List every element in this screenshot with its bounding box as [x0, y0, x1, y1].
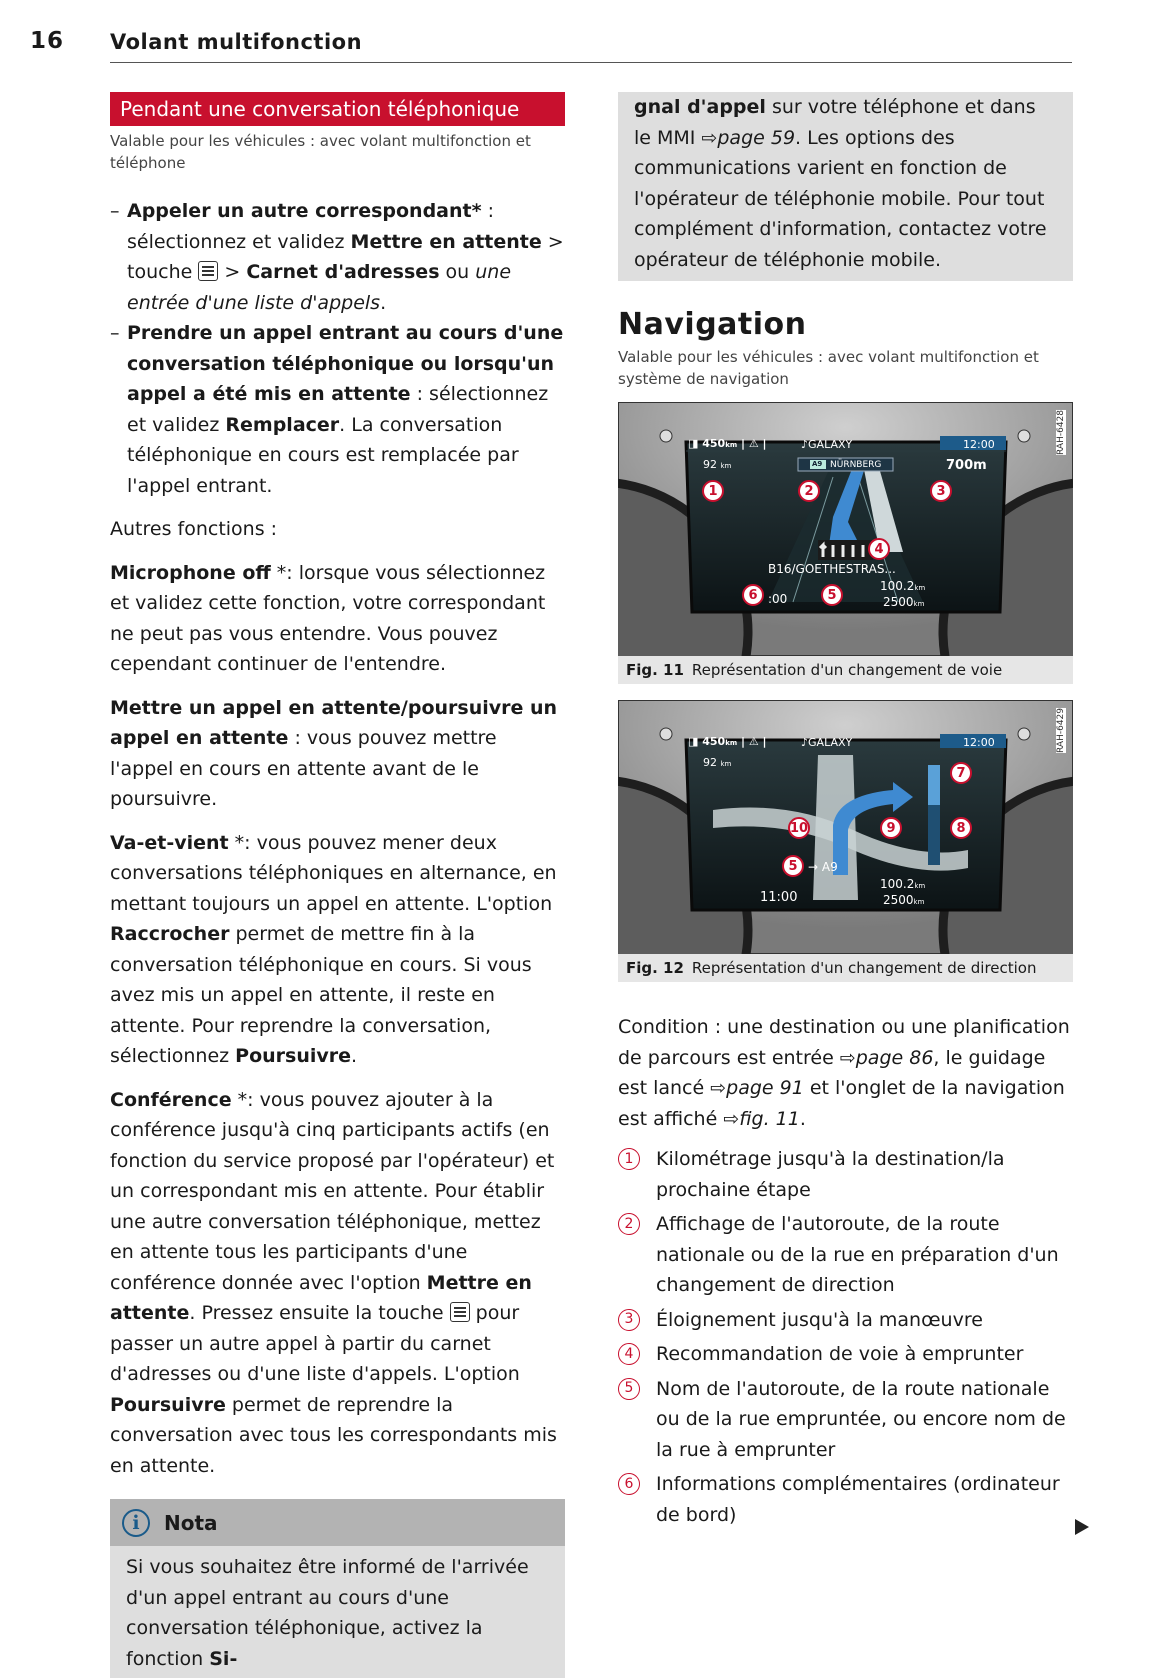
figure-11-caption: [618, 656, 1073, 684]
legend-text: Informations complémentaires (ordinateur de bord): [656, 1473, 1060, 1526]
text: sur votre téléphone et dans le MMI: [634, 96, 1036, 149]
callout-7: 7: [950, 762, 972, 784]
bold-term: Va-et-vient: [110, 831, 229, 854]
paragraph-microphone: [110, 558, 565, 680]
figure-label: Fig. 12: [626, 959, 684, 977]
legend-item: [618, 1144, 1073, 1205]
text: : sélectionnez et validez: [127, 200, 494, 253]
maneuver-distance: 700m: [946, 458, 987, 473]
bold-term: gnal d'appel: [634, 96, 766, 118]
validity-note: Valable pour les véhicules : avec volant multifonction et téléphone: [110, 132, 531, 172]
nota-title: Nota: [164, 1510, 218, 1535]
legend-item: [618, 1305, 1073, 1336]
navigation-heading: Navigation: [618, 307, 807, 342]
bold-term: Appeler un autre correspondant*: [127, 200, 482, 222]
legend-text: Nom de l'autoroute, de la route nationale ou de la rue empruntée, ou encore nom de la rue à emprunter: [656, 1377, 1066, 1461]
unit: km: [720, 462, 732, 470]
callout-5: 5: [821, 584, 843, 606]
figure-label: Fig. 11: [626, 661, 684, 679]
nota-body: [110, 1546, 565, 1678]
bold-term: Si-: [209, 1647, 238, 1670]
text: *: lorsque vous sélectionnez et validez cette fonction, votre correspondant ne peut pas vous entendre. Vous pouvez cependant continuer de l'entendre.: [110, 561, 546, 675]
bold-term: Microphone off: [110, 561, 271, 584]
text: ou: [439, 261, 476, 283]
legend-item: [618, 1469, 1073, 1530]
text: *: vous pouvez mener deux conversations téléphoniques en alternance, en mettant toujours un appel en attente. L'option: [110, 831, 557, 915]
text: . Les options des communications varient en fonction de l'opérateur de téléphonie mobile. Pour tout complément d'information, contactez votre opérateur de téléphonie mobile.: [634, 126, 1047, 271]
dest-value: 92: [703, 458, 717, 471]
odometer-trip: [880, 877, 925, 891]
unit: km: [720, 760, 732, 768]
arrow-icon: ⇨: [701, 126, 718, 149]
callout-number: 3: [618, 1309, 640, 1331]
info-icon: i: [122, 1509, 150, 1537]
right-column: [618, 92, 1073, 1534]
radio-station: ♪GALAXY: [801, 438, 853, 451]
left-column: [110, 92, 565, 1678]
callout-6: 6: [742, 584, 764, 606]
text: . La conversation téléphonique en cours est remplacée par l'appel entrant.: [127, 413, 519, 497]
unit: km: [913, 898, 925, 906]
figure-code: RAH-6429: [1056, 708, 1066, 753]
legend-text: Kilométrage jusqu'à la destination/la prochaine étape: [656, 1148, 1005, 1201]
nota-continuation: [618, 92, 1073, 281]
text: . Pressez ensuite la touche: [189, 1302, 450, 1324]
station-name: GALAXY: [808, 736, 853, 749]
italic-term: une entrée d'une liste d'appels: [127, 261, 512, 314]
range-readout: ◨ 450km | ⚠ |: [688, 735, 767, 748]
text: .: [351, 1045, 358, 1067]
road-name: NÜRNBERG: [830, 460, 882, 470]
text: .: [380, 291, 387, 314]
text: permet de mettre fin à la conversation téléphonique en cours. Si vous avez mis un appel en attente, il reste en attente. Pour reprendre la conversation, sélectionnez: [110, 923, 532, 1067]
radio-station: ♪GALAXY: [801, 736, 853, 749]
figure-12: [618, 700, 1073, 954]
running-title: Volant multifonction: [110, 30, 363, 54]
text: , le guidage est lancé: [618, 1046, 1046, 1099]
total-value: 2500: [883, 595, 914, 609]
text: et l'onglet de la navigation est affiché: [618, 1077, 1065, 1130]
time: 11:00: [760, 890, 798, 905]
callout-2: 2: [798, 480, 820, 502]
figure-code: RAH-6428: [1056, 410, 1066, 455]
callout-9: 9: [880, 817, 902, 839]
arrow-icon: ⇨: [710, 1077, 727, 1099]
callout-number: 5: [618, 1378, 640, 1400]
legend-item: [618, 1339, 1073, 1370]
bold-term: Mettre en attente: [110, 1271, 532, 1324]
paragraph-va-et-vient: [110, 828, 565, 1072]
dest-value: 92: [703, 756, 717, 769]
station-name: GALAXY: [808, 438, 853, 451]
unit: km: [914, 584, 926, 592]
dash: –: [110, 322, 120, 344]
nota-header: [110, 1499, 565, 1546]
total-value: 2500: [883, 893, 914, 907]
unit: km: [725, 739, 738, 747]
odometer-trip: [880, 579, 925, 593]
bold-term: Prendre un appel entrant au cours d'une conversation téléphonique ou lorsqu'un appel a été mis en attente: [127, 322, 564, 405]
trip-value: 100.2: [880, 877, 915, 891]
list-item: [110, 196, 565, 318]
page-reference[interactable]: page 59: [717, 126, 796, 149]
callout-3: 3: [930, 480, 952, 502]
bold-term: Poursuivre: [235, 1045, 352, 1067]
callout-1: 1: [702, 480, 724, 502]
bold-term: Remplacer: [225, 413, 340, 436]
header-rule: [110, 62, 1072, 63]
legend-text: Éloignement jusqu'à la manœuvre: [656, 1308, 983, 1331]
paragraph-attente: [110, 693, 565, 815]
callout-8: 8: [950, 817, 972, 839]
text: Condition : une destination ou une planification de parcours est entrée: [618, 1016, 1070, 1069]
bold-term: Mettre un appel en attente/poursuivre un appel en attente: [110, 696, 558, 749]
bold-term: Poursuivre: [110, 1393, 226, 1416]
figure-11: [618, 402, 1073, 656]
text: > touche: [127, 230, 564, 283]
clock: 12:00: [963, 438, 995, 451]
road-name: → A9: [808, 860, 838, 874]
callout-number: 4: [618, 1343, 640, 1365]
text: *: vous pouvez ajouter à la conférence jusqu'à cinq participants actifs (en fonction du service proposé par l'opérateur) et un correspondant mis en attente. Pour établir une autre conversation téléphonique, mettez en attente tous les participants d'une conférence donnée avec l'option: [110, 1088, 555, 1294]
validity-note: Valable pour les véhicules : avec volant multifonction et système de navigation: [618, 348, 1039, 388]
text: : sélectionnez et validez: [127, 383, 549, 436]
odometer-total: [883, 893, 924, 907]
arrow-icon: ⇨: [839, 1046, 856, 1069]
callout-5: 5: [782, 855, 804, 877]
range-value: 450: [702, 437, 726, 450]
paragraph-conference: [110, 1085, 565, 1482]
next-page-arrow-icon[interactable]: [1075, 1519, 1089, 1535]
range-readout: ◨ 450km | ⚠ |: [688, 437, 767, 450]
callout-number: 1: [618, 1148, 640, 1170]
figure-12-caption: [618, 954, 1073, 982]
clock: 12:00: [963, 736, 995, 749]
text: : vous pouvez mettre l'appel en cours en attente avant de le poursuivre.: [110, 727, 497, 810]
section-title: Pendant une conversation téléphonique: [110, 92, 565, 126]
text: .: [799, 1107, 806, 1130]
page-reference[interactable]: page 86: [855, 1046, 934, 1069]
dash: –: [110, 200, 120, 222]
callout-10: 10: [788, 817, 810, 839]
trip-value: 100.2: [880, 579, 915, 593]
road-badge: A9: [812, 460, 823, 468]
bold-term: Raccrocher: [110, 923, 230, 945]
callout-number: 6: [618, 1473, 640, 1495]
page-reference[interactable]: page 91: [726, 1077, 804, 1099]
bold-term: Mettre en attente: [350, 230, 542, 253]
legend-text: Recommandation de voie à emprunter: [656, 1343, 1024, 1365]
callout-4: 4: [868, 538, 890, 560]
text: permet de reprendre la conversation avec tous les correspondants mis en attente.: [110, 1393, 557, 1477]
range-value: 450: [702, 735, 726, 748]
paragraph-condition: [618, 1012, 1073, 1134]
paragraph-autres: Autres fonctions :: [110, 518, 278, 540]
legend-item: [618, 1374, 1073, 1466]
legend-list: [618, 1144, 1073, 1530]
callout-number: 2: [618, 1213, 640, 1235]
bold-term: Conférence: [110, 1088, 232, 1111]
list-key-icon: [198, 261, 218, 281]
text: Si vous souhaitez être informé de l'arrivée d'un appel entrant au cours d'une conversation téléphonique, activez la fonction: [126, 1556, 529, 1670]
unit: km: [725, 441, 738, 449]
bold-term: Carnet d'adresses: [246, 261, 440, 283]
dest-distance: [703, 756, 731, 769]
odometer-total: [883, 595, 924, 609]
unit: km: [914, 882, 926, 890]
text: >: [218, 261, 247, 283]
legend-item: [618, 1209, 1073, 1301]
caption-text: Représentation d'un changement de voie: [691, 661, 1003, 679]
list-key-icon: [450, 1302, 470, 1322]
arrow-icon: ⇨: [723, 1107, 740, 1130]
legend-text: Affichage de l'autoroute, de la route nationale ou de la rue en préparation d'un changement de direction: [656, 1213, 1059, 1296]
dest-distance: [703, 458, 731, 471]
street-name: B16/GOETHESTRAS...: [768, 562, 896, 576]
figure-reference[interactable]: fig. 11: [739, 1107, 800, 1130]
unit: km: [913, 600, 925, 608]
caption-text: Représentation d'un changement de direction: [691, 959, 1037, 977]
time-short: :00: [768, 592, 788, 606]
page-number: 16: [30, 28, 65, 54]
text: pour passer un autre appel à partir du carnet d'adresses ou d'une liste d'appels. L'option: [110, 1302, 520, 1385]
list-item: [110, 318, 565, 501]
